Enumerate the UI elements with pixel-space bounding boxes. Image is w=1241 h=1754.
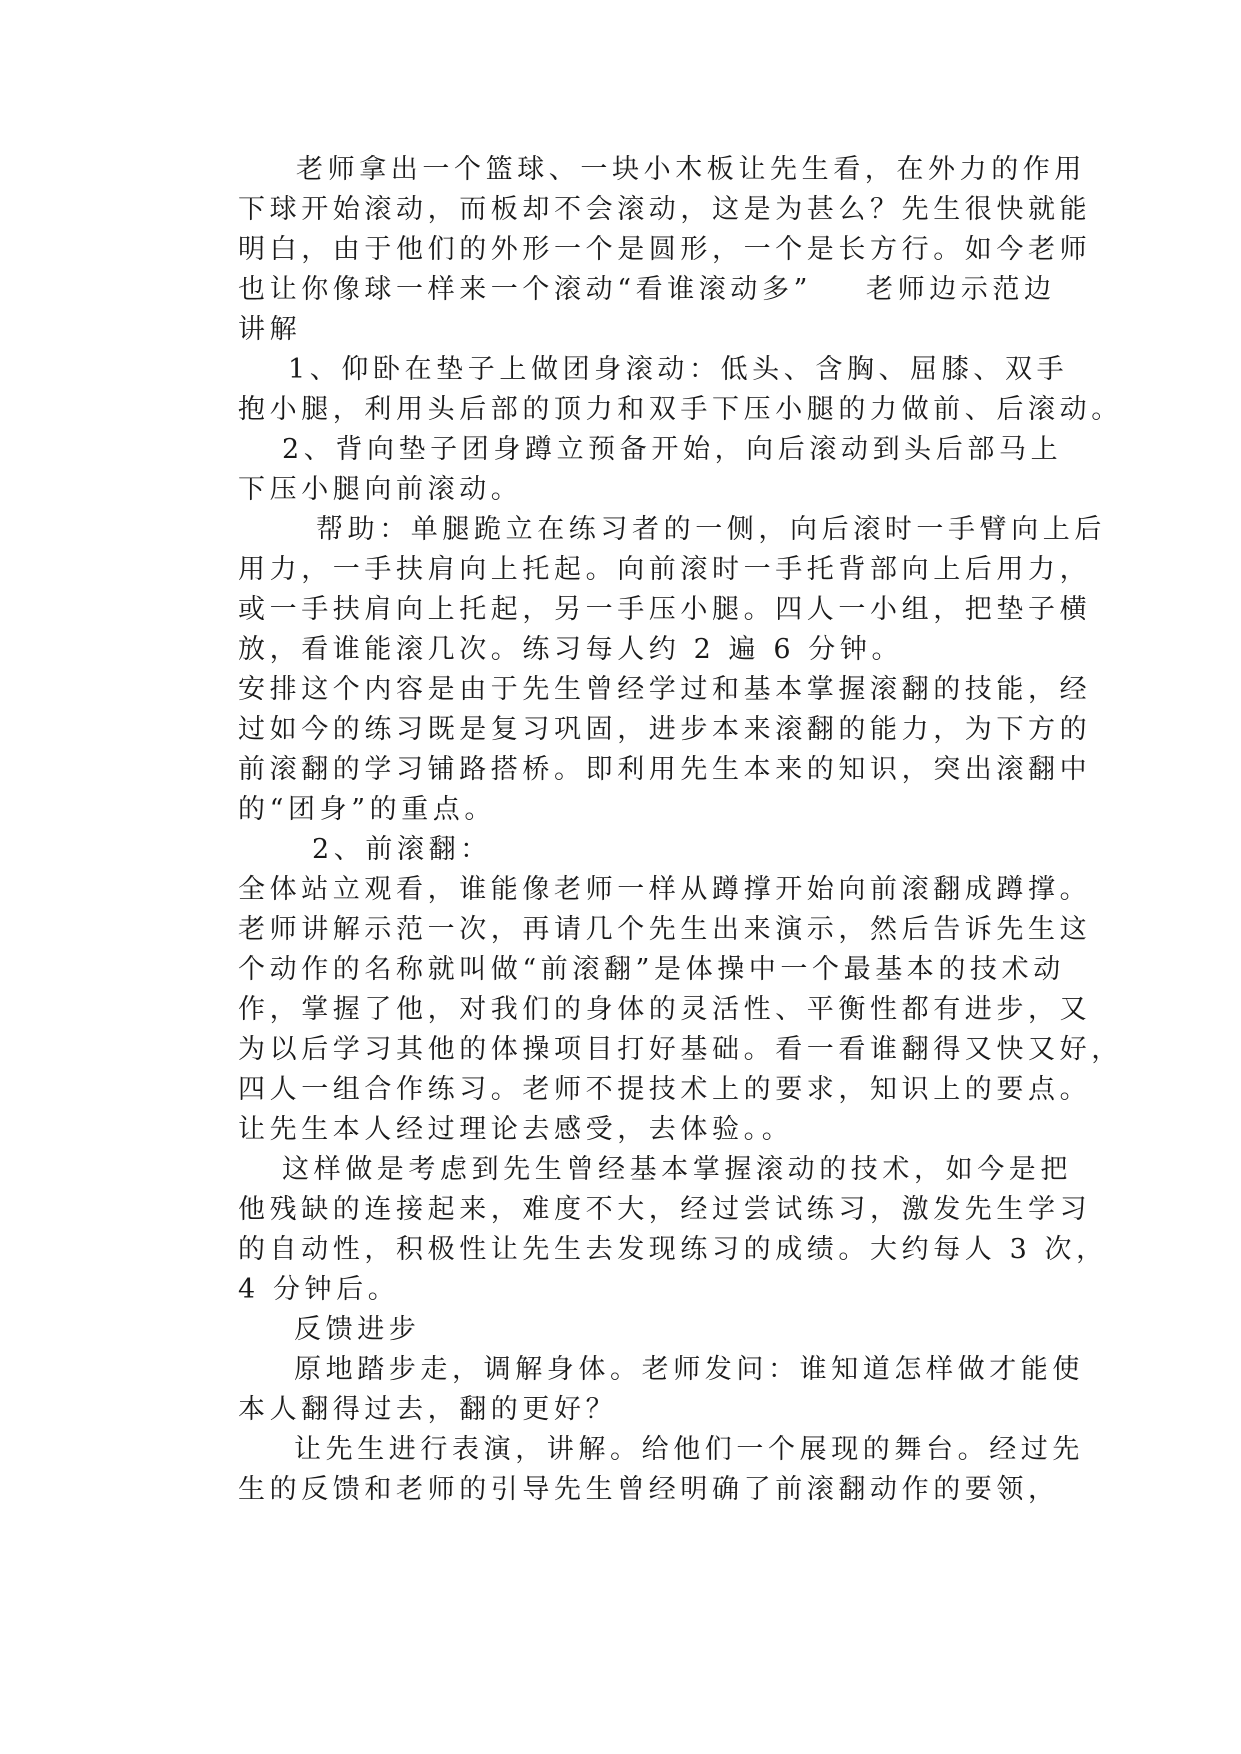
text-line: 全体站立观看，谁能像老师一样从蹲撑开始向前滚翻成蹲撑。 [238, 874, 1092, 905]
text-line [238, 270, 1056, 310]
text-line: 用力，一手扶肩向上托起。向前滚时一手托背部向上后用力， [238, 554, 1092, 585]
text-line: 放，看谁能滚几次。练习每人约 2 遍 6 分钟。 [238, 634, 904, 665]
text-line: 老师讲解示范一次，再请几个先生出来演示，然后告诉先生这 [238, 914, 1092, 945]
text-line: 下球开始滚动，而板却不会滚动，这是为甚么？先生很快就能 [238, 194, 1092, 225]
text-segment: 老师边示范边 [866, 274, 1056, 305]
text-line: 下压小腿向前滚动。 [238, 474, 523, 505]
text-line: 过如今的练习既是复习巩固，进步本来滚翻的能力，为下方的 [238, 714, 1092, 745]
text-line: 1、仰卧在垫子上做团身滚动：低头、含胸、屈膝、双手 [288, 354, 1069, 385]
text-line: 帮助：单腿跪立在练习者的一侧，向后滚时一手臂向上后 [316, 514, 1106, 545]
section-heading: 反馈进步 [294, 1314, 421, 1345]
text-line: 作，掌握了他，对我们的身体的灵活性、平衡性都有进步，又 [238, 994, 1092, 1025]
text-line: 或一手扶肩向上托起，另一手压小腿。四人一小组，把垫子横 [238, 594, 1092, 625]
text-segment: 也让你像球一样来一个滚动“看谁滚动多” [238, 274, 813, 305]
text-line: 原地踏步走，调解身体。老师发问：谁知道怎样做才能使 [294, 1354, 1084, 1385]
text-line: 明白，由于他们的外形一个是圆形，一个是长方行。如今老师 [238, 234, 1092, 265]
text-line: 他残缺的连接起来，难度不大，经过尝试练习，激发先生学习 [238, 1194, 1092, 1225]
text-line: 抱小腿，利用头后部的顶力和双手下压小腿的力做前、后滚动。 [238, 394, 1123, 425]
text-line: 2、背向垫子团身蹲立预备开始，向后滚动到头后部马上 [282, 434, 1063, 465]
document-body [238, 150, 1123, 1510]
text-line: 这样做是考虑到先生曾经基本掌握滚动的技术，如今是把 [282, 1154, 1072, 1185]
text-line: 个动作的名称就叫做“前滚翻”是体操中一个最基本的技术动 [238, 954, 1065, 985]
text-line: 的“团身”的重点。 [238, 794, 497, 825]
text-line: 生的反馈和老师的引导先生曾经明确了前滚翻动作的要领， [238, 1474, 1060, 1505]
text-line: 前滚翻的学习铺路搭桥。即利用先生本来的知识，突出滚翻中 [238, 754, 1092, 785]
text-line: 老师拿出一个篮球、一块小木板让先生看，在外力的作用 [296, 154, 1086, 185]
text-line: 让先生进行表演，讲解。给他们一个展现的舞台。经过先 [294, 1434, 1084, 1465]
text-line: 本人翻得过去，翻的更好？ [238, 1394, 618, 1425]
section-heading: 2、前滚翻： [312, 834, 492, 865]
text-line: 讲解 [238, 314, 302, 345]
text-line: 为以后学习其他的体操项目打好基础。看一看谁翻得又快又好， [238, 1034, 1123, 1065]
text-line: 4 分钟后。 [238, 1274, 400, 1305]
text-line: 安排这个内容是由于先生曾经学过和基本掌握滚翻的技能，经 [238, 674, 1092, 705]
text-line: 的自动性，积极性让先生去发现练习的成绩。大约每人 3 次， [238, 1234, 1108, 1265]
text-line: 四人一组合作练习。老师不提技术上的要求，知识上的要点。 [238, 1074, 1092, 1105]
text-line: 让先生本人经过理论去感受，去体验。。 [238, 1114, 794, 1145]
